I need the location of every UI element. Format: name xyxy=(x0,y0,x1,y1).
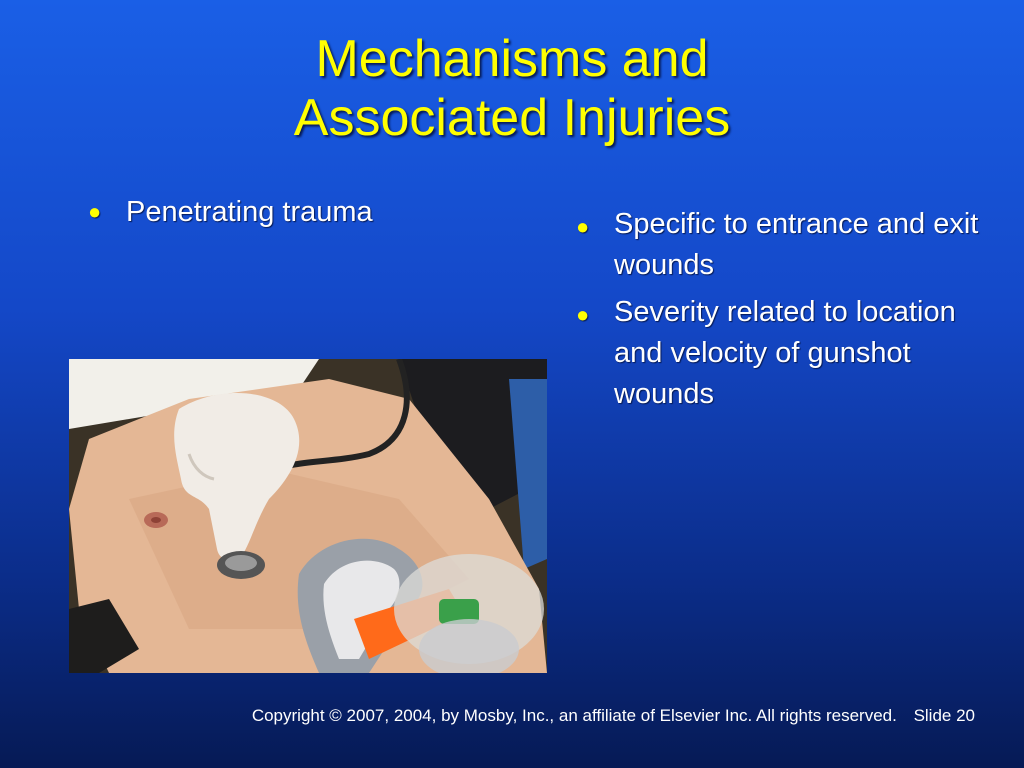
slide-title-line-1: Mechanisms and xyxy=(315,30,709,88)
bullet-item xyxy=(88,193,508,231)
bullet-dot-icon: ● xyxy=(576,214,590,239)
copyright-text: Copyright © 2007, 2004, by Mosby, Inc., an affiliate of Elsevier Inc. All rights reserved. xyxy=(251,706,897,725)
slide-number: Slide 20 xyxy=(913,706,975,725)
bullet-text: Specific to entrance and exit wounds xyxy=(614,208,979,281)
left-bullet-list xyxy=(88,193,508,237)
bullet-text: Severity related to location and velocity of gunshot wounds xyxy=(614,296,956,410)
bullet-item xyxy=(576,292,996,415)
bullet-text: Penetrating trauma xyxy=(126,196,373,228)
slide-title-line-2: Associated Injuries xyxy=(293,89,731,147)
bullet-dot-icon: ● xyxy=(88,199,102,224)
patient-chest-stethoscope-icon xyxy=(69,359,547,673)
right-bullet-list xyxy=(576,204,996,421)
slide-footer xyxy=(0,706,975,726)
bullet-dot-icon: ● xyxy=(576,302,590,327)
slide-title xyxy=(0,30,1024,148)
bullet-item xyxy=(576,204,996,286)
patient-stethoscope-photo xyxy=(69,359,547,673)
